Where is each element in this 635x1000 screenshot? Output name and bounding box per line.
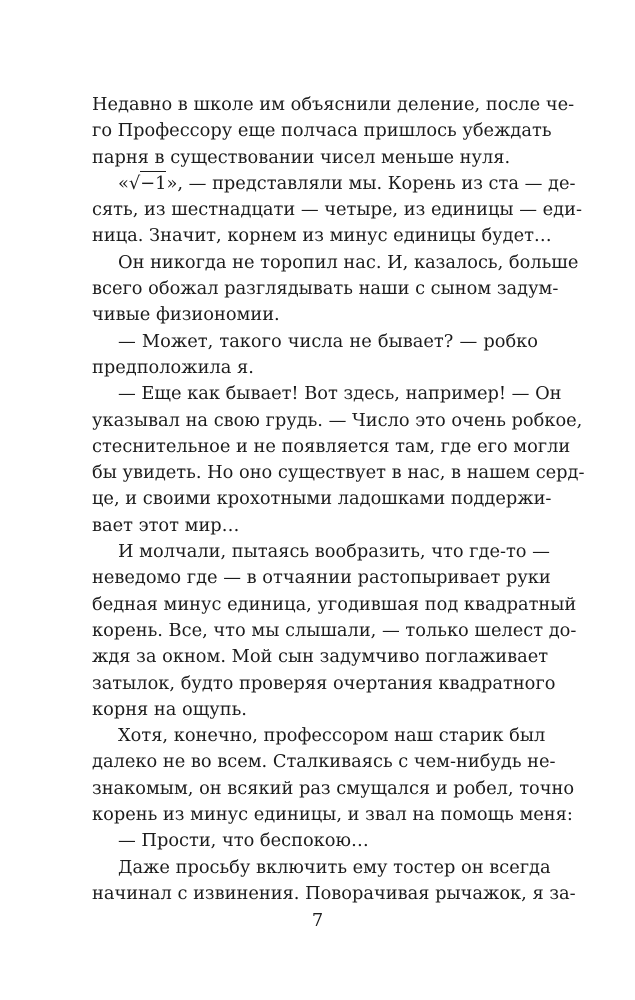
text-line: затылок, будто проверяя очертания квадратного [92, 672, 556, 694]
text-line: — Еще как бывает! Вот здесь, например! — Он [118, 383, 562, 405]
text-line: всего обожал разглядывать наши с сыном задум- [92, 278, 559, 300]
body-text [92, 92, 585, 907]
text-line: знакомым, он всякий раз смущался и робел, точно [92, 777, 575, 799]
text-line: сять, из шестнадцати — четыре, из единицы — еди- [92, 199, 582, 221]
text-line: И молчали, пытаясь вообразить, что где-то — [118, 541, 550, 563]
text-line: Недавно в школе им объяснили деление, после че- [92, 94, 575, 115]
text-line: «√−1», — представляли мы. Корень из ста — де- [118, 172, 576, 194]
text-line: ждя за окном. Мой сын задумчиво поглаживает [92, 646, 549, 668]
text-line: корень из минус единицы, и звал на помощь меня: [92, 804, 573, 826]
text-line: це, и своими крохотными ладошками поддержи- [92, 488, 552, 510]
text-line: неведомо где — в отчаянии растопыривает руки [92, 567, 551, 589]
text-line: стеснительное и не появляется там, где его могли [92, 435, 571, 457]
text-line: ница. Значит, корнем из минус единицы будет… [92, 225, 552, 247]
text-line: корня на ощупь. [92, 698, 247, 720]
text-line: Хотя, конечно, профессором наш старик был [118, 725, 546, 747]
page-number: 7 [311, 910, 324, 931]
text-line: предположила я. [92, 356, 254, 378]
text-line: — Может, такого числа не бывает? — робко [118, 330, 538, 352]
text-line: бедная минус единица, угодившая под квадратный [92, 593, 577, 615]
square-root-symbol: √−1 [128, 172, 167, 194]
text-line: парня в существовании чисел меньше нуля. [92, 146, 511, 168]
text-line: далеко не во всем. Сталкиваясь с чем-нибудь не- [92, 751, 556, 773]
text-line: го Профессору еще полчаса пришлось убеждать [92, 120, 552, 142]
text-line: начинал с извинения. Поворачивая рычажок, я за- [92, 882, 576, 904]
text-line: Даже просьбу включить ему тостер он всегда [118, 856, 551, 878]
text-line: Он никогда не торопил нас. И, казалось, больше [118, 251, 579, 273]
text-line: чивые физиономии. [92, 304, 280, 326]
text-line: вает этот мир… [92, 514, 240, 536]
text-line: указывал на свою грудь. — Число это очень робкое, [92, 409, 583, 431]
text-line: корень. Все, что мы слышали, — только шелест до- [92, 619, 577, 641]
text-line: бы увидеть. Но оно существует в нас, в нашем серд- [92, 462, 585, 484]
text-line: — Прости, что беспокою… [118, 830, 369, 852]
